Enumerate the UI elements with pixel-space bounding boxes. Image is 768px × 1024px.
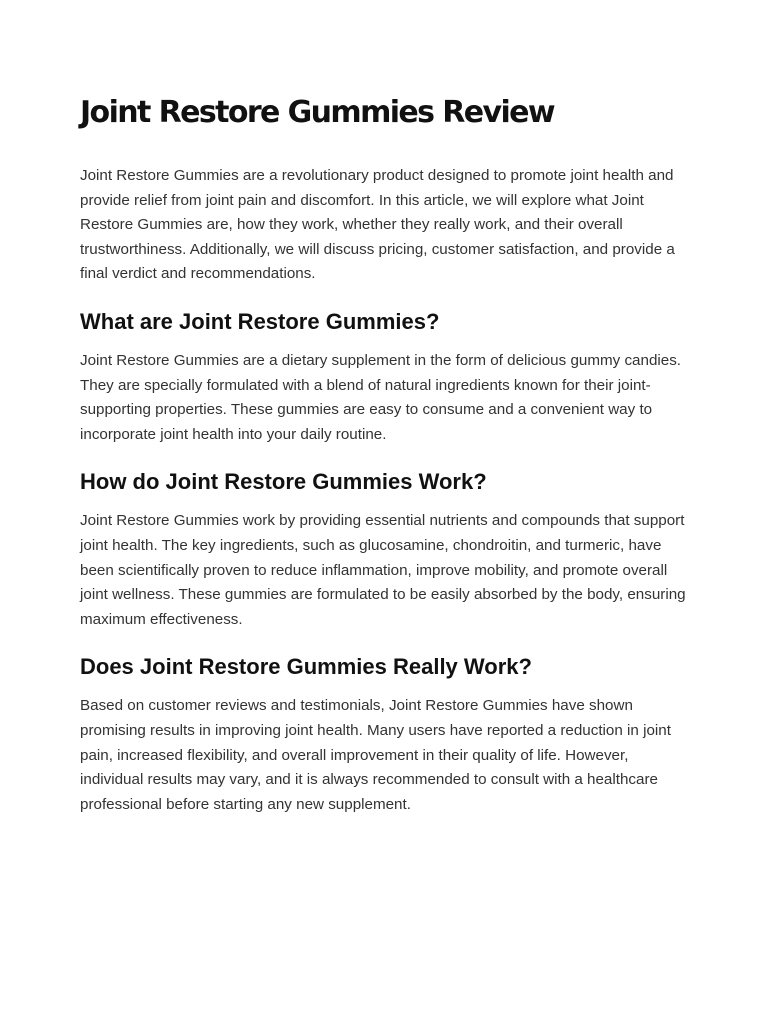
intro-paragraph: Joint Restore Gummies are a revolutionary product designed to promote joint health and provide relief from joint pain and discomfort. In this article, we will explore what Joint Restore Gummies are, how they work, whether they really work, and their overall trustworthiness. Additionally, we will discuss pricing, customer satisfaction, and provide a final verdict and recommendations. — [80, 167, 675, 283]
section-heading: Does Joint Restore Gummies Really Work? — [80, 654, 532, 680]
section-body: Joint Restore Gummies work by providing essential nutrients and compounds that support joint health. The key ingredients, such as glucosamine, chondroitin, and turmeric, have been scientifically proven to reduce inflammation, improve mobility, and promote overall joint wellness. These gummies are formulated to be easily absorbed by the body, ensuring maximum effectiveness. — [80, 512, 686, 628]
document-page — [80, 86, 690, 837]
section-heading: How do Joint Restore Gummies Work? — [80, 469, 487, 495]
section-body: Joint Restore Gummies are a dietary supplement in the form of delicious gummy candies. They are specially formulated with a blend of natural ingredients known for their joint-supporting properties. These gummies are easy to consume and a convenient way to incorporate joint health into your daily routine. — [80, 351, 682, 443]
section-really-work — [80, 652, 690, 817]
document-title: Joint Restore Gummies Review — [80, 95, 555, 130]
section-what-are — [80, 307, 690, 447]
section-heading: What are Joint Restore Gummies? — [80, 308, 440, 334]
section-body: Based on customer reviews and testimonials, Joint Restore Gummies have shown promising results in improving joint health. Many users have reported a reduction in joint pain, increased flexibility, and overall improvement in their quality of life. However, individual results may vary, and it is always recommended to consult with a healthcare professional before starting any new supplement. — [80, 697, 671, 813]
section-how-work — [80, 467, 690, 632]
